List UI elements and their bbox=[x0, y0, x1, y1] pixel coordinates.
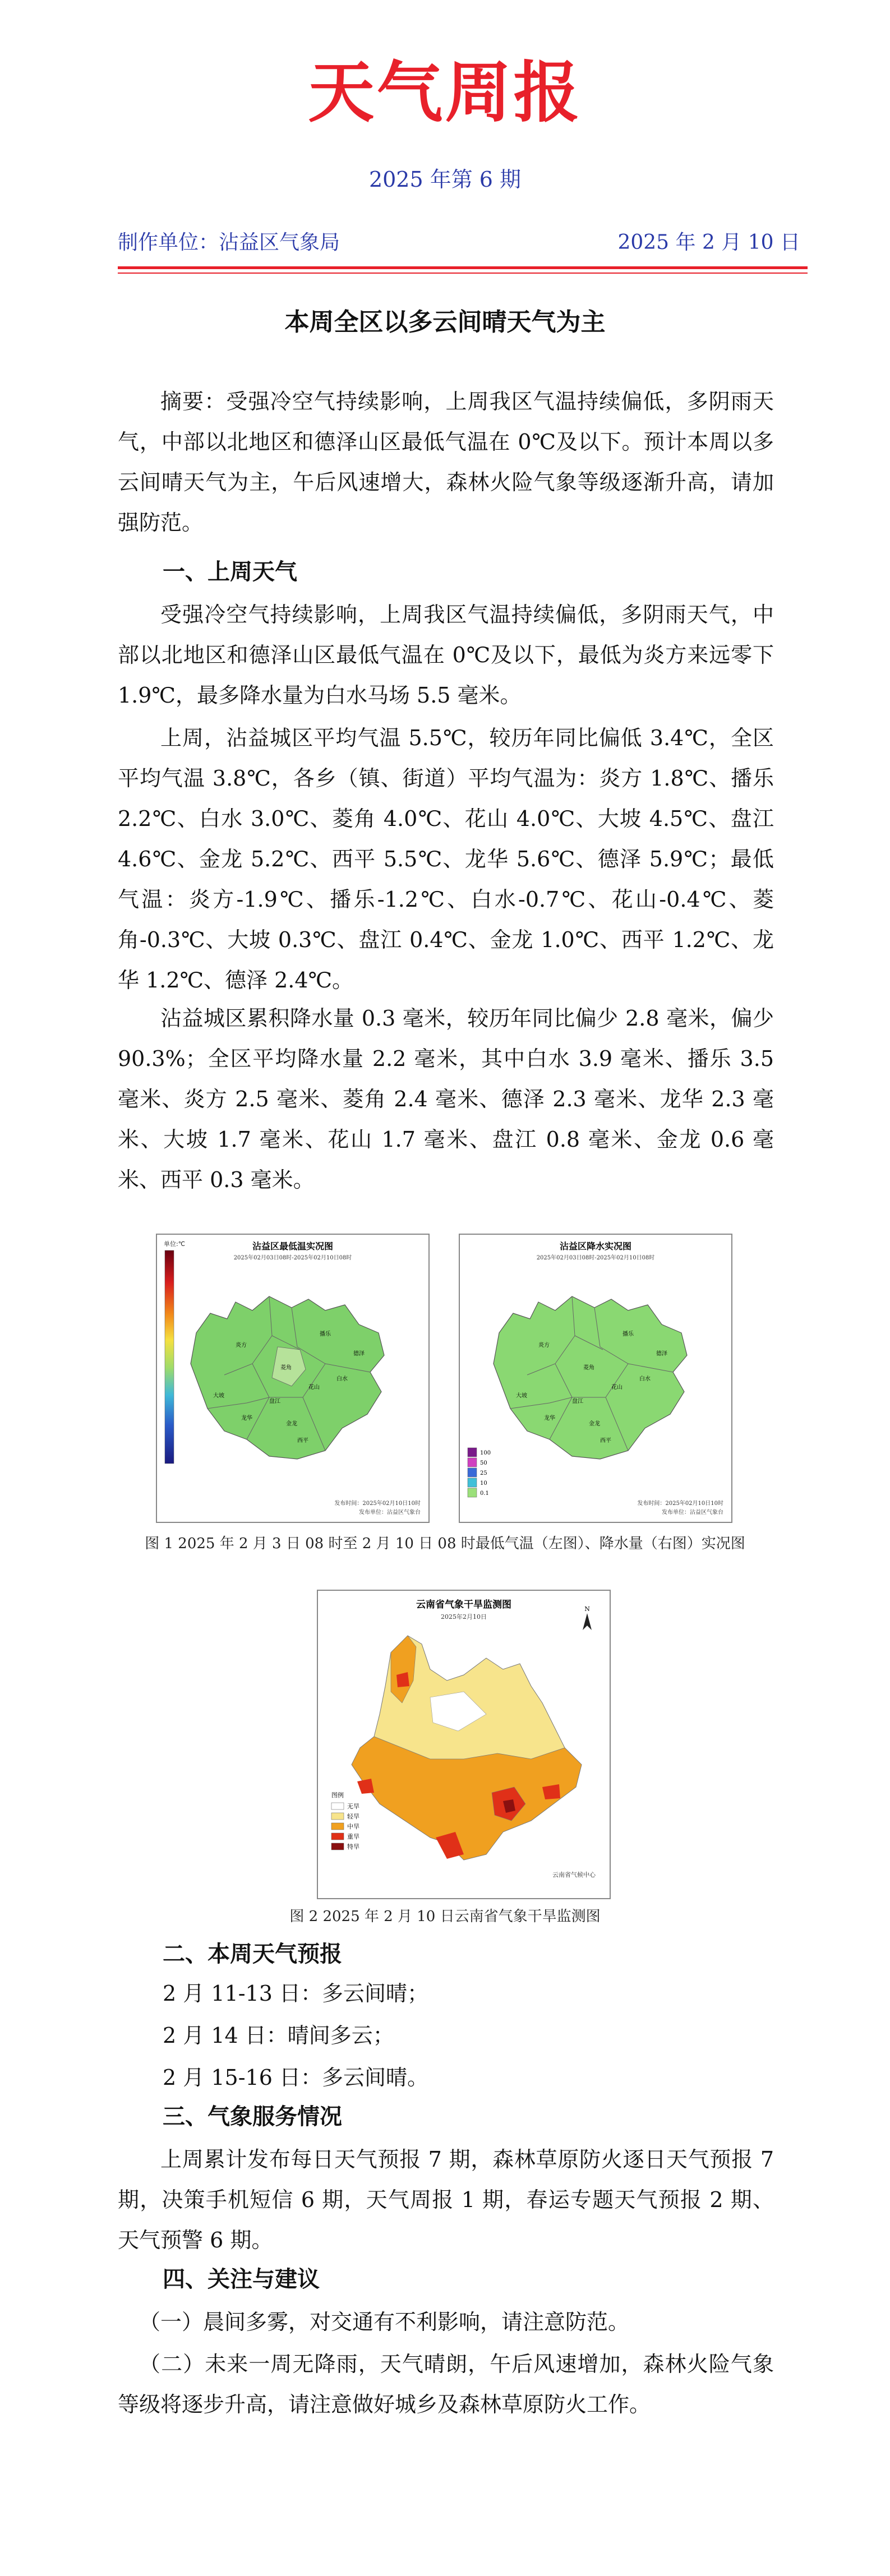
drought-legend-label: 轻旱 bbox=[347, 1813, 359, 1820]
place-label: 龙华 bbox=[241, 1415, 252, 1421]
precip-legend-label: 10 bbox=[480, 1480, 487, 1486]
section-heading-services: 三、气象服务情况 bbox=[163, 2104, 342, 2130]
forecast-line: 2 月 15-16 日：多云间晴。 bbox=[163, 2065, 428, 2090]
temp-issued-unit: 发布单位：沾益区气象台 bbox=[359, 1509, 421, 1516]
place-label: 白水 bbox=[336, 1376, 348, 1382]
last-week-precipitation: 沾益城区累积降水量 0.3 毫米，较历年同比偏少 2.8 毫米，偏少 90.3%；全区平均降水量 2.2 毫米，其中白水 3.9 毫米、播乐 3.5 毫米、炎方 2.5 毫米、菱角 2.4 毫米、德泽 2.3 毫米、龙华 2.3 毫米、大坡 1.7 毫米、花山 1.7 毫米、盘江 0.8 毫米、金龙 0.6 毫米、西平 0.3 毫米。 bbox=[118, 1006, 774, 1192]
place-label: 大坡 bbox=[516, 1393, 527, 1399]
temp-color-bar bbox=[165, 1250, 174, 1464]
precip-issued-unit: 发布单位：沾益区气象台 bbox=[662, 1509, 723, 1516]
place-label: 金龙 bbox=[589, 1421, 600, 1427]
place-label: 花山 bbox=[308, 1384, 320, 1391]
place-label: 播乐 bbox=[320, 1331, 331, 1337]
header-rule-thin bbox=[118, 273, 808, 274]
place-label: 大坡 bbox=[213, 1393, 224, 1399]
drought-legend bbox=[331, 1791, 359, 1850]
drought-map-title: 云南省气象干旱监测图 bbox=[416, 1599, 511, 1610]
drought-legend-label: 中旱 bbox=[347, 1823, 359, 1830]
temp-issued-time: 发布时间：2025年02月10日10时 bbox=[334, 1501, 421, 1507]
min-temperature-map bbox=[156, 1234, 430, 1523]
headline: 本周全区以多云间晴天气为主 bbox=[284, 308, 606, 336]
figure1-caption: 图 1 2025 年 2 月 3 日 08 时至 2 月 10 日 08 时最低气温（左图）、降水量（右图）实况图 bbox=[145, 1535, 745, 1552]
place-label: 德泽 bbox=[656, 1351, 667, 1357]
issue-number: 2025 年第 6 期 bbox=[368, 167, 522, 192]
place-label: 炎方 bbox=[236, 1342, 247, 1349]
temp-map-title: 沾益区最低温实况图 bbox=[252, 1241, 334, 1252]
precip-legend-label: 0.1 bbox=[480, 1490, 489, 1497]
advice-fire: （二）未来一周无降雨，天气晴朗，午后风速增加，森林火险气象等级将逐步升高，请注意做好城乡及森林草原防火工作。 bbox=[118, 2352, 774, 2417]
temp-map-subtitle: 2025年02月03日08时-2025年02月10日08时 bbox=[233, 1255, 352, 1261]
drought-legend-label: 无旱 bbox=[347, 1803, 359, 1810]
place-label: 花山 bbox=[611, 1384, 622, 1391]
abstract: 摘要：受强冷空气持续影响，上周我区气温持续偏低，多阴雨天气，中部以北地区和德泽山区最低气温在 0℃及以下。预计本周以多云间晴天气为主，午后风速增大，森林火险气象等级逐渐升高，请加强防范。 bbox=[118, 389, 774, 535]
header-rule-thick bbox=[118, 266, 808, 269]
precip-map-title: 沾益区降水实况图 bbox=[559, 1241, 632, 1252]
section-heading-forecast: 二、本周天气预报 bbox=[163, 1941, 342, 1967]
drought-legend-label: 特旱 bbox=[347, 1843, 359, 1850]
svg-text:N: N bbox=[584, 1605, 590, 1613]
precip-legend bbox=[468, 1448, 491, 1497]
precip-issued-time: 发布时间：2025年02月10日10时 bbox=[637, 1501, 723, 1507]
place-label: 菱角 bbox=[583, 1365, 594, 1371]
drought-legend-label: 重旱 bbox=[347, 1833, 359, 1840]
section-heading-advice: 四、关注与建议 bbox=[163, 2266, 320, 2292]
temp-unit-label: 单位:℃ bbox=[164, 1240, 186, 1248]
place-label: 播乐 bbox=[622, 1331, 634, 1337]
place-label: 西平 bbox=[297, 1438, 308, 1444]
place-label: 金龙 bbox=[286, 1421, 297, 1427]
precip-map-subtitle: 2025年02月03日08时-2025年02月10日08时 bbox=[536, 1255, 655, 1261]
place-label: 盘江 bbox=[572, 1398, 583, 1405]
place-label: 盘江 bbox=[269, 1398, 280, 1405]
last-week-temperature: 上周，沾益城区平均气温 5.5℃，较历年同比偏低 3.4℃，全区平均气温 3.8℃，各乡（镇、街道）平均气温为：炎方 1.8℃、播乐 2.2℃、白水 3.0℃、菱角 4.0℃、花山 4.0℃、大坡 4.5℃、盘江 4.6℃、金龙 5.2℃、西平 5.5℃、龙华 5.6℃、德泽 5.9℃；最低气温：炎方-1.9℃、播乐-1.2℃、白水-0.7℃、花山-0.4℃、菱角-0.3℃、大坡 0.3℃、盘江 0.4℃、金龙 1.0℃、西平 1.2℃、龙华 1.2℃、德泽 2.4℃。 bbox=[118, 726, 774, 992]
drought-map-source: 云南省气候中心 bbox=[552, 1871, 596, 1878]
figure2-caption: 图 2 2025 年 2 月 10 日云南省气象干旱监测图 bbox=[289, 1908, 601, 1925]
report-title: 天气周报 bbox=[308, 54, 582, 131]
last-week-summary: 受强冷空气持续影响，上周我区气温持续偏低，多阴雨天气，中部以北地区和德泽山区最低气温在 0℃及以下，最低为炎方来远零下 1.9℃，最多降水量为白水马场 5.5 毫米。 bbox=[118, 602, 774, 708]
drought-map-subtitle: 2025年2月10日 bbox=[441, 1613, 487, 1621]
report-date: 2025 年 2 月 10 日 bbox=[617, 231, 800, 254]
zhanyi-district-outline bbox=[494, 1296, 687, 1459]
precipitation-map bbox=[459, 1234, 732, 1523]
place-label: 西平 bbox=[600, 1438, 611, 1444]
place-label: 德泽 bbox=[353, 1351, 365, 1357]
severe-drought-west bbox=[357, 1779, 374, 1794]
forecast-line: 2 月 14 日：晴间多云； bbox=[163, 2023, 394, 2048]
precip-legend-label: 50 bbox=[480, 1460, 487, 1466]
section-heading-last-week: 一、上周天气 bbox=[163, 559, 297, 585]
advice-fog: （一）晨间多雾，对交通有不利影响，请注意防范。 bbox=[139, 2310, 630, 2334]
precip-legend-label: 100 bbox=[480, 1450, 491, 1456]
place-label: 龙华 bbox=[544, 1415, 555, 1421]
services-summary: 上周累计发布每日天气预报 7 期，森林草原防火逐日天气预报 7 期，决策手机短信 6 期，天气周报 1 期，春运专题天气预报 2 期、天气预警 6 期。 bbox=[118, 2147, 774, 2252]
drought-legend-title: 图例 bbox=[331, 1792, 344, 1799]
producer-unit: 制作单位：沾益区气象局 bbox=[118, 231, 340, 254]
place-label: 白水 bbox=[639, 1376, 651, 1382]
north-arrow bbox=[583, 1605, 592, 1630]
forecast-line: 2 月 11-13 日：多云间晴； bbox=[163, 1981, 428, 2006]
drought-monitor-map bbox=[317, 1590, 611, 1899]
precip-legend-label: 25 bbox=[480, 1470, 487, 1476]
place-label: 菱角 bbox=[280, 1365, 292, 1371]
place-label: 炎方 bbox=[538, 1342, 550, 1349]
